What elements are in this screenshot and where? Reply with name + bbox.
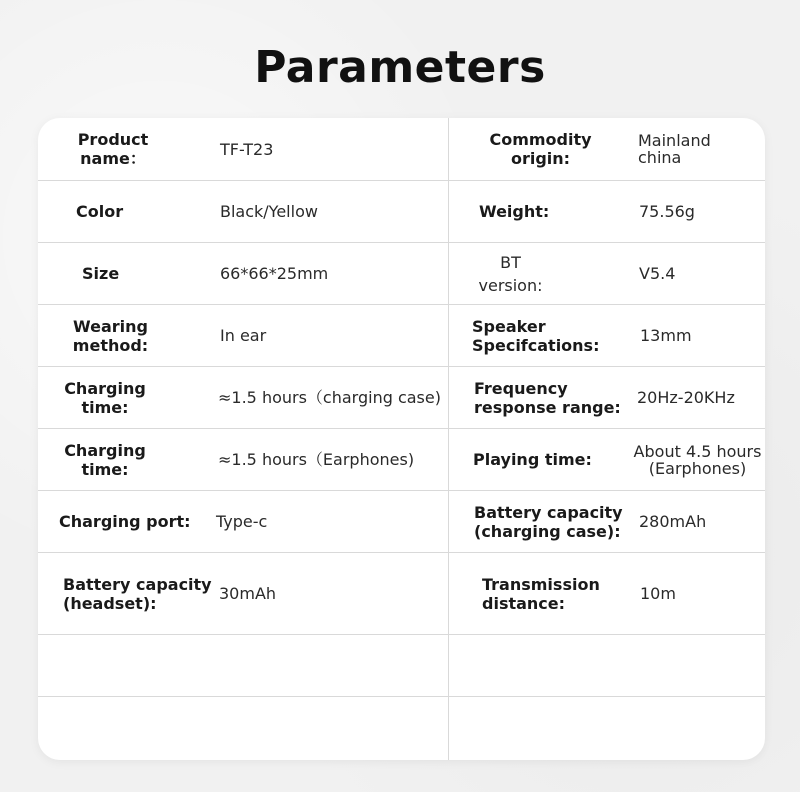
row-label-right bbox=[474, 697, 634, 760]
row-label-left: Battery capacity (headset): bbox=[63, 574, 212, 613]
row-value-left bbox=[220, 635, 445, 696]
row-value-right bbox=[639, 635, 763, 696]
row-label-right: Playing time: bbox=[473, 450, 592, 469]
row-label-right: BT version: bbox=[478, 252, 543, 295]
table-row bbox=[38, 553, 765, 635]
row-value-right: About 4.5 hours (Earphones) bbox=[633, 441, 762, 478]
row-label-right: Speaker Specifcations: bbox=[472, 316, 600, 355]
row-value-right: 10m bbox=[640, 584, 676, 603]
row-label-right: Battery capacity (charging case): bbox=[474, 502, 623, 541]
row-value-right: 13mm bbox=[640, 326, 692, 345]
row-value-left: Type-c bbox=[216, 512, 268, 531]
row-label-left: Color bbox=[76, 202, 124, 221]
table-row bbox=[38, 118, 765, 181]
row-value-left: 30mAh bbox=[219, 584, 277, 603]
parameters-table bbox=[38, 118, 765, 760]
table-row bbox=[38, 367, 765, 429]
row-label-left: Charging time: bbox=[64, 440, 146, 479]
table-row bbox=[38, 181, 765, 243]
row-label-left bbox=[58, 635, 218, 696]
row-value-left: TF-T23 bbox=[220, 139, 274, 159]
row-value-right: 75.56g bbox=[639, 202, 695, 221]
row-label-left bbox=[58, 697, 218, 760]
page-title: Parameters bbox=[254, 42, 546, 93]
row-label-right: Transmission distance: bbox=[482, 574, 600, 613]
row-value-left: ≈1.5 hours（charging case) bbox=[218, 388, 441, 407]
row-label-right: Commodity origin: bbox=[489, 130, 592, 168]
row-value-right: 280mAh bbox=[639, 512, 707, 531]
row-value-right: 20Hz-20KHz bbox=[637, 388, 735, 407]
row-value-left: Black/Yellow bbox=[220, 202, 318, 221]
table-row bbox=[38, 243, 765, 305]
table-row bbox=[38, 491, 765, 553]
row-value-left: In ear bbox=[220, 326, 267, 345]
table-row bbox=[38, 429, 765, 491]
row-label-left: Charging port: bbox=[59, 512, 191, 531]
table-row bbox=[38, 305, 765, 367]
row-value-right: V5.4 bbox=[639, 264, 676, 283]
row-label-right: Weight: bbox=[479, 202, 550, 221]
row-value-left bbox=[220, 697, 445, 760]
row-label-left: Size bbox=[82, 264, 120, 283]
row-value-left: 66*66*25mm bbox=[220, 264, 329, 283]
row-label-right: Frequency response range: bbox=[474, 378, 621, 417]
row-label-right bbox=[474, 635, 634, 696]
row-label-left: Wearing method: bbox=[72, 316, 149, 355]
row-label-left: Product name： bbox=[77, 130, 149, 168]
row-value-right: Mainland china bbox=[638, 131, 711, 167]
row-value-right bbox=[639, 697, 763, 760]
row-value-left: ≈1.5 hours（Earphones) bbox=[218, 450, 415, 469]
table-row bbox=[38, 635, 765, 697]
row-label-left: Charging time: bbox=[64, 378, 146, 417]
table-row bbox=[38, 697, 765, 760]
